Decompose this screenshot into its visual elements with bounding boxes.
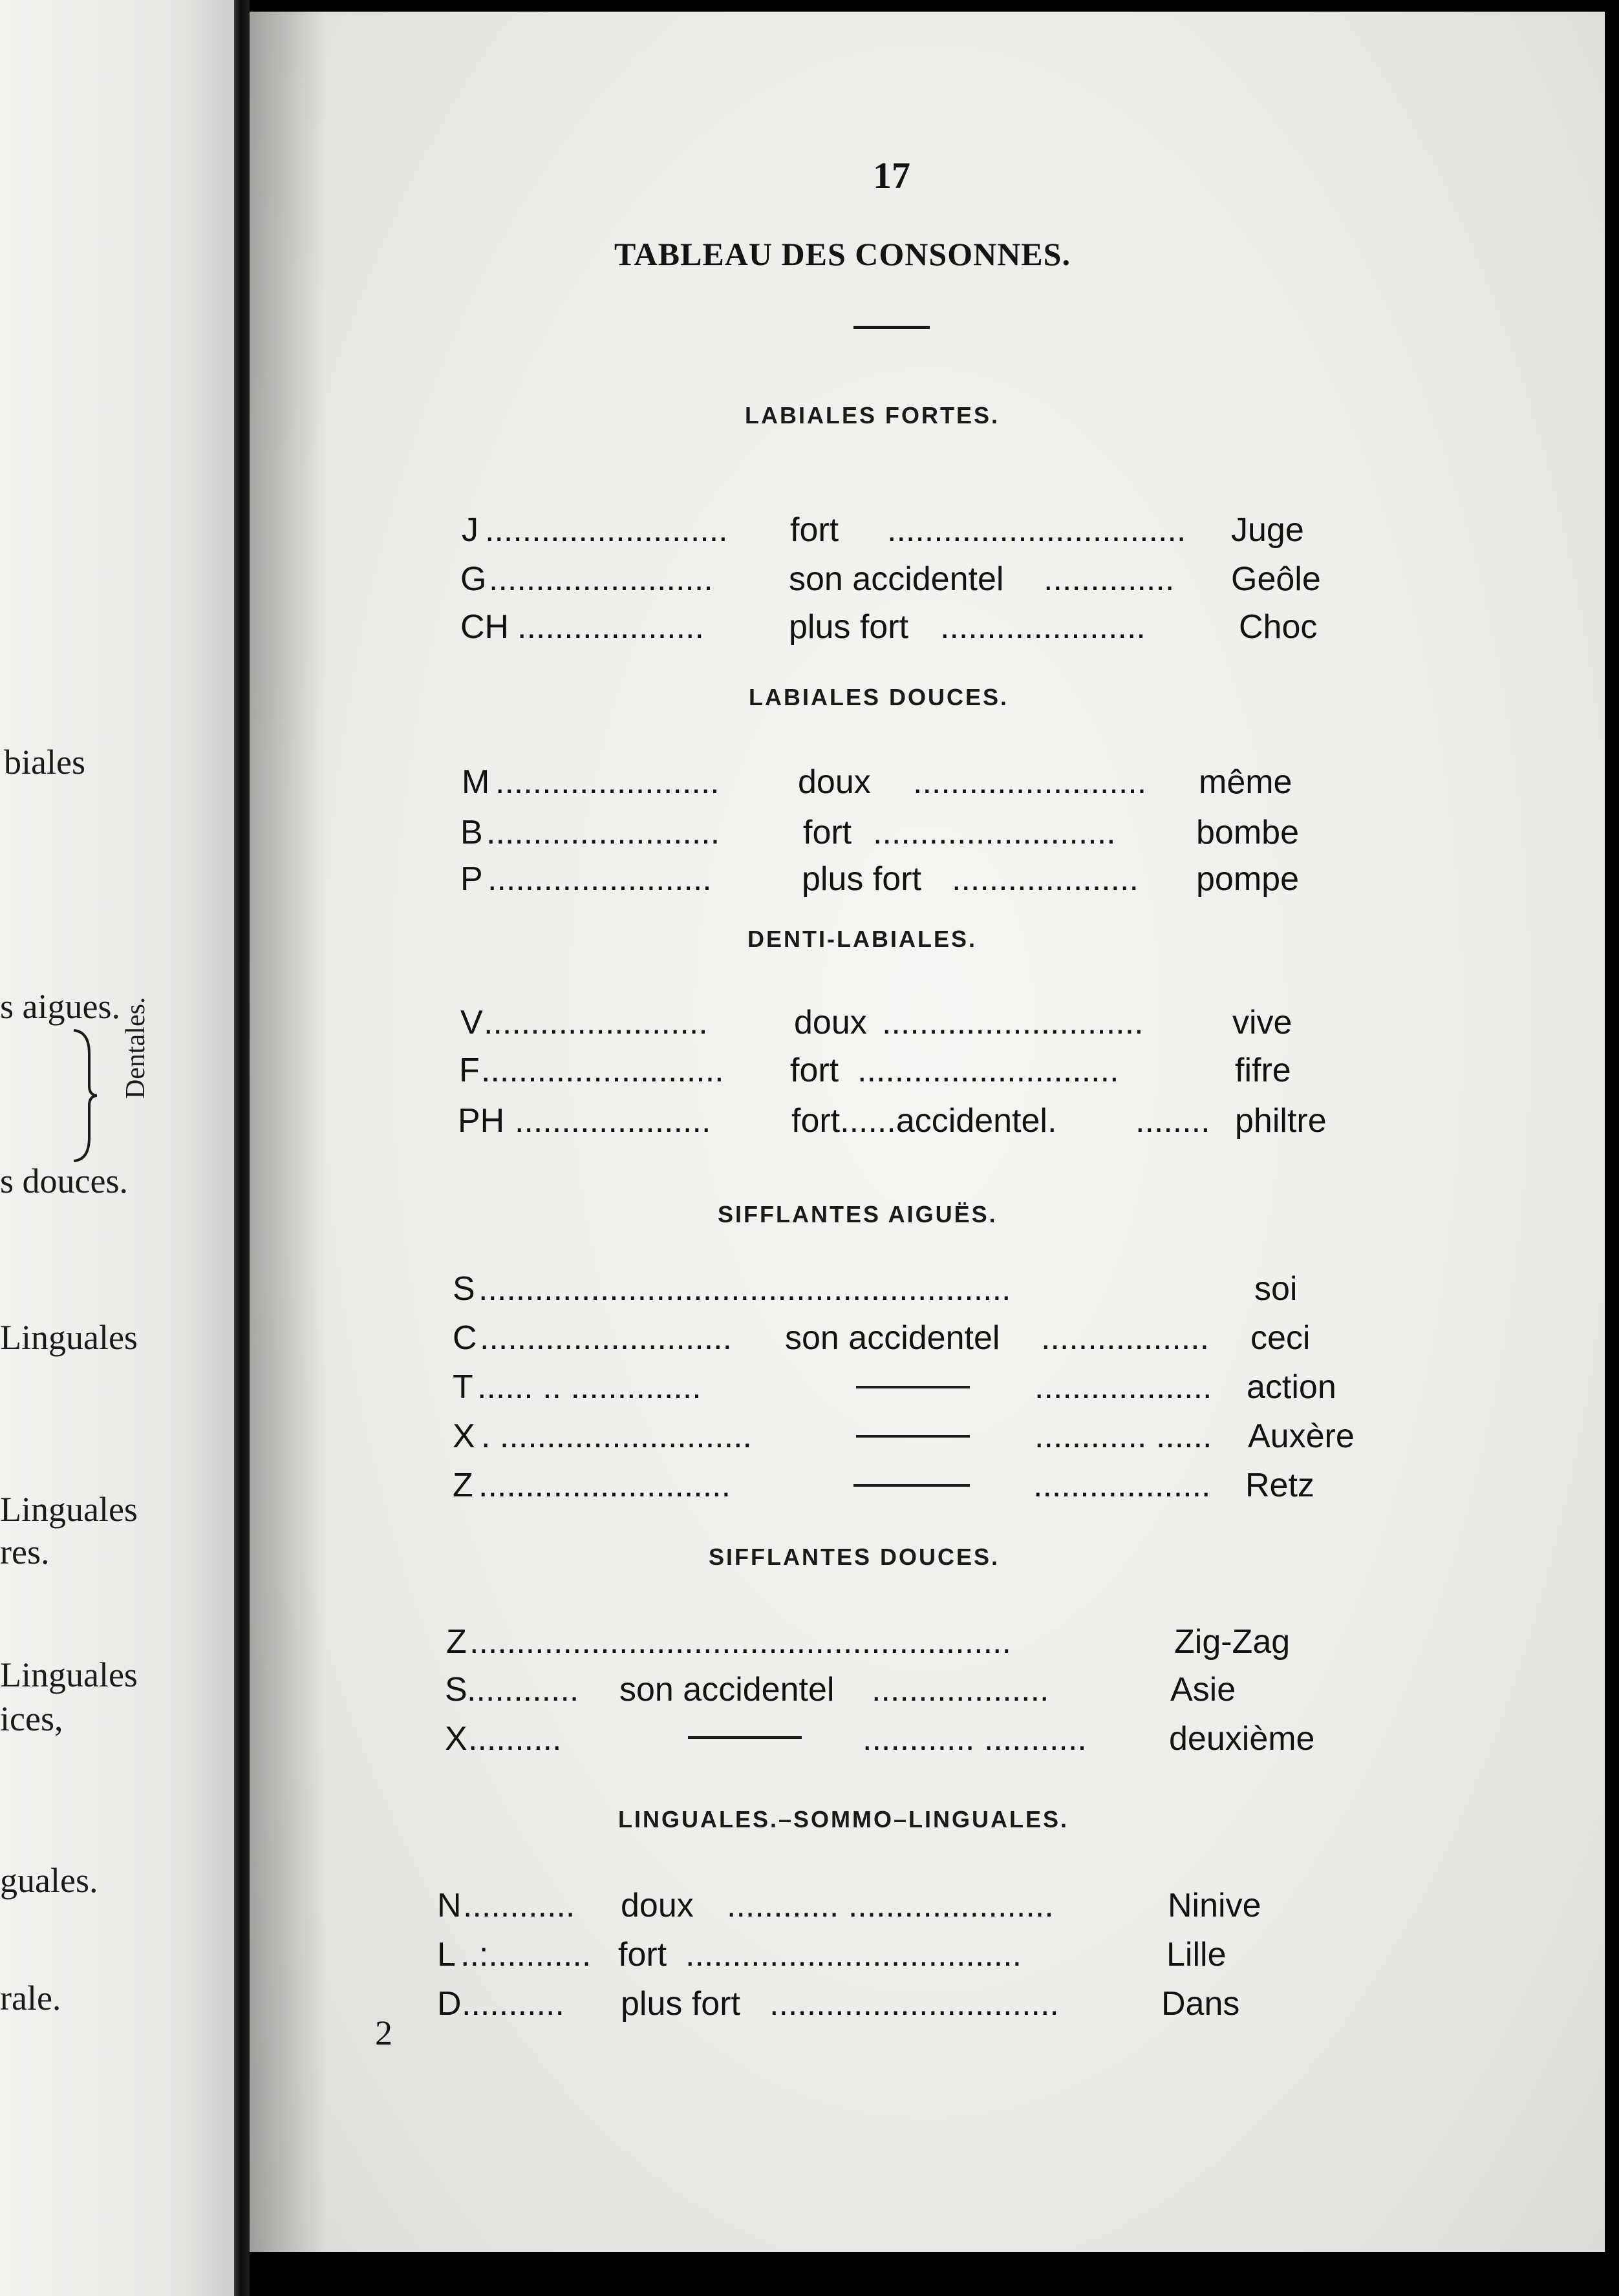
consonant-letter: C	[453, 1319, 477, 1357]
consonant-letter: L	[437, 1936, 456, 1973]
leader-dots: ..........................................................	[469, 1623, 1011, 1661]
leader-dots: ............ ......	[1035, 1418, 1212, 1455]
consonant-description: doux	[621, 1887, 694, 1924]
left-fragment: s aigues.	[0, 987, 120, 1026]
section-heading: DENTI-LABIALES.	[747, 926, 977, 952]
consonant-letter: Z	[446, 1623, 467, 1661]
example-word: Zig-Zag	[1174, 1623, 1291, 1661]
consonant-letter: S	[445, 1671, 467, 1708]
consonant-letter: D	[437, 1985, 462, 2023]
ditto-dash	[688, 1736, 802, 1739]
example-word: action	[1247, 1368, 1336, 1406]
leader-dots: ........................	[495, 763, 720, 801]
consonant-description: fort	[618, 1936, 667, 1973]
ditto-dash	[856, 1386, 970, 1388]
consonant-letter: CH	[460, 608, 509, 646]
leader-dots: ...... .. ..............	[477, 1368, 702, 1406]
leader-dots: ............	[463, 1887, 575, 1924]
leader-dots: ........................	[488, 860, 712, 898]
leader-dots: ....................................	[685, 1936, 1022, 1973]
consonant-letter: N	[437, 1887, 462, 1924]
consonant-letter: P	[460, 860, 483, 898]
leader-dots: ..........................	[873, 814, 1116, 851]
example-word: Lille	[1166, 1936, 1227, 1973]
leader-dots: .........................	[913, 763, 1147, 801]
signature-mark: 2	[375, 2014, 392, 2052]
leader-dots: ........................	[489, 560, 713, 598]
leader-dots: ...........................	[478, 1467, 731, 1504]
consonant-description: plus fort	[621, 1985, 740, 2023]
page-number: 17	[873, 154, 910, 197]
section-heading: LABIALES DOUCES.	[749, 684, 1009, 710]
gutter-shadow	[250, 12, 327, 2252]
consonant-letter: V	[460, 1004, 483, 1041]
example-word: Dans	[1161, 1985, 1240, 2023]
section-heading: SIFFLANTES AIGUËS.	[718, 1201, 998, 1228]
leader-dots: ..........................	[481, 1052, 724, 1089]
consonant-letter: Z	[453, 1467, 473, 1504]
left-fragment: guales.	[0, 1861, 98, 1900]
left-page-edge	[0, 0, 237, 2296]
section-heading: SIFFLANTES DOUCES.	[709, 1544, 1000, 1570]
leader-dots: ................................	[887, 511, 1186, 549]
left-fragment: biales	[4, 743, 85, 781]
section-heading: LABIALES FORTES.	[745, 402, 1000, 429]
leader-dots: ............	[467, 1671, 579, 1708]
consonant-letter: S	[453, 1270, 475, 1308]
example-word: pompe	[1196, 860, 1299, 898]
leader-dots: ..........................	[485, 511, 728, 549]
consonant-letter: B	[460, 814, 483, 851]
left-fragment: Linguales	[0, 1318, 138, 1357]
section-heading: LINGUALES.–SOMMO–LINGUALES.	[618, 1806, 1069, 1833]
leader-dots: ..:...........	[460, 1936, 592, 1973]
example-word: Auxère	[1248, 1418, 1355, 1455]
consonant-letter: X	[453, 1418, 475, 1455]
consonant-description: doux	[794, 1004, 867, 1041]
leader-dots: ........	[1135, 1102, 1210, 1140]
left-fragment: Linguales	[0, 1490, 138, 1529]
example-word: fifre	[1235, 1052, 1291, 1089]
consonant-description: son accidentel	[619, 1671, 835, 1708]
leader-dots: ............ ......................	[727, 1887, 1054, 1924]
consonant-description: fort	[803, 814, 852, 851]
consonant-letter: T	[453, 1368, 473, 1406]
example-word: philtre	[1235, 1102, 1327, 1140]
leader-dots: ............................	[857, 1052, 1119, 1089]
leader-dots: ............ ...........	[863, 1720, 1087, 1758]
consonant-letter: PH	[458, 1102, 505, 1140]
leader-dots: ....................	[952, 860, 1139, 898]
consonant-letter: X	[445, 1720, 467, 1758]
leader-dots: ..................	[1041, 1319, 1210, 1357]
leader-dots: ...................	[872, 1671, 1049, 1708]
left-fragment: res.	[0, 1533, 50, 1571]
brace-icon	[71, 1028, 97, 1164]
leader-dots: ..........	[468, 1720, 562, 1758]
consonant-description: fort......accidentel.	[791, 1102, 1057, 1140]
leader-dots: . ...........................	[481, 1418, 752, 1455]
leader-dots: ...................	[1033, 1467, 1211, 1504]
example-word: Retz	[1245, 1467, 1314, 1504]
book-gutter	[234, 0, 250, 2296]
left-fragment: Dentales.	[121, 997, 151, 1099]
example-word: Asie	[1170, 1671, 1236, 1708]
consonant-description: fort	[790, 1052, 839, 1089]
consonant-description: doux	[798, 763, 871, 801]
consonant-description: son accidentel	[789, 560, 1004, 598]
leader-dots: .........................................................	[478, 1270, 1011, 1308]
ditto-dash	[853, 1484, 970, 1487]
example-word: Ninive	[1168, 1887, 1261, 1924]
example-word: bombe	[1196, 814, 1299, 851]
leader-dots: .....................	[515, 1102, 711, 1140]
leader-dots: ........................	[484, 1004, 708, 1041]
leader-dots: ..............	[1044, 560, 1175, 598]
leader-dots: ....................	[517, 608, 704, 646]
ditto-dash	[856, 1435, 970, 1438]
example-word: Choc	[1239, 608, 1318, 646]
left-fragment: s douces.	[0, 1162, 128, 1200]
leader-dots: ...................	[1035, 1368, 1212, 1406]
example-word: vive	[1232, 1004, 1292, 1041]
title-rule	[853, 326, 930, 329]
consonant-description: fort	[790, 511, 839, 549]
leader-dots: ...............................	[769, 1985, 1059, 2023]
consonant-letter: M	[462, 763, 490, 801]
leader-dots: .........................	[486, 814, 720, 851]
example-word: Geôle	[1231, 560, 1321, 598]
page-title: TABLEAU DES CONSONNES.	[614, 236, 1071, 272]
consonant-letter: F	[459, 1052, 480, 1089]
example-word: Juge	[1231, 511, 1304, 549]
leader-dots: ......................	[940, 608, 1146, 646]
left-fragment: rale.	[0, 1979, 61, 2017]
consonant-description: plus fort	[802, 860, 921, 898]
consonant-letter: J	[462, 511, 478, 549]
left-fragment: ices,	[0, 1699, 63, 1738]
consonant-description: plus fort	[789, 608, 908, 646]
left-fragment: Linguales	[0, 1655, 138, 1694]
leader-dots: ...........................	[480, 1319, 733, 1357]
leader-dots: ...........	[462, 1985, 564, 2023]
example-word: ceci	[1250, 1319, 1311, 1357]
consonant-letter: G	[460, 560, 487, 598]
leader-dots: ............................	[882, 1004, 1144, 1041]
example-word: même	[1199, 763, 1292, 801]
example-word: soi	[1254, 1270, 1298, 1308]
consonant-description: son accidentel	[785, 1319, 1000, 1357]
example-word: deuxième	[1169, 1720, 1315, 1758]
